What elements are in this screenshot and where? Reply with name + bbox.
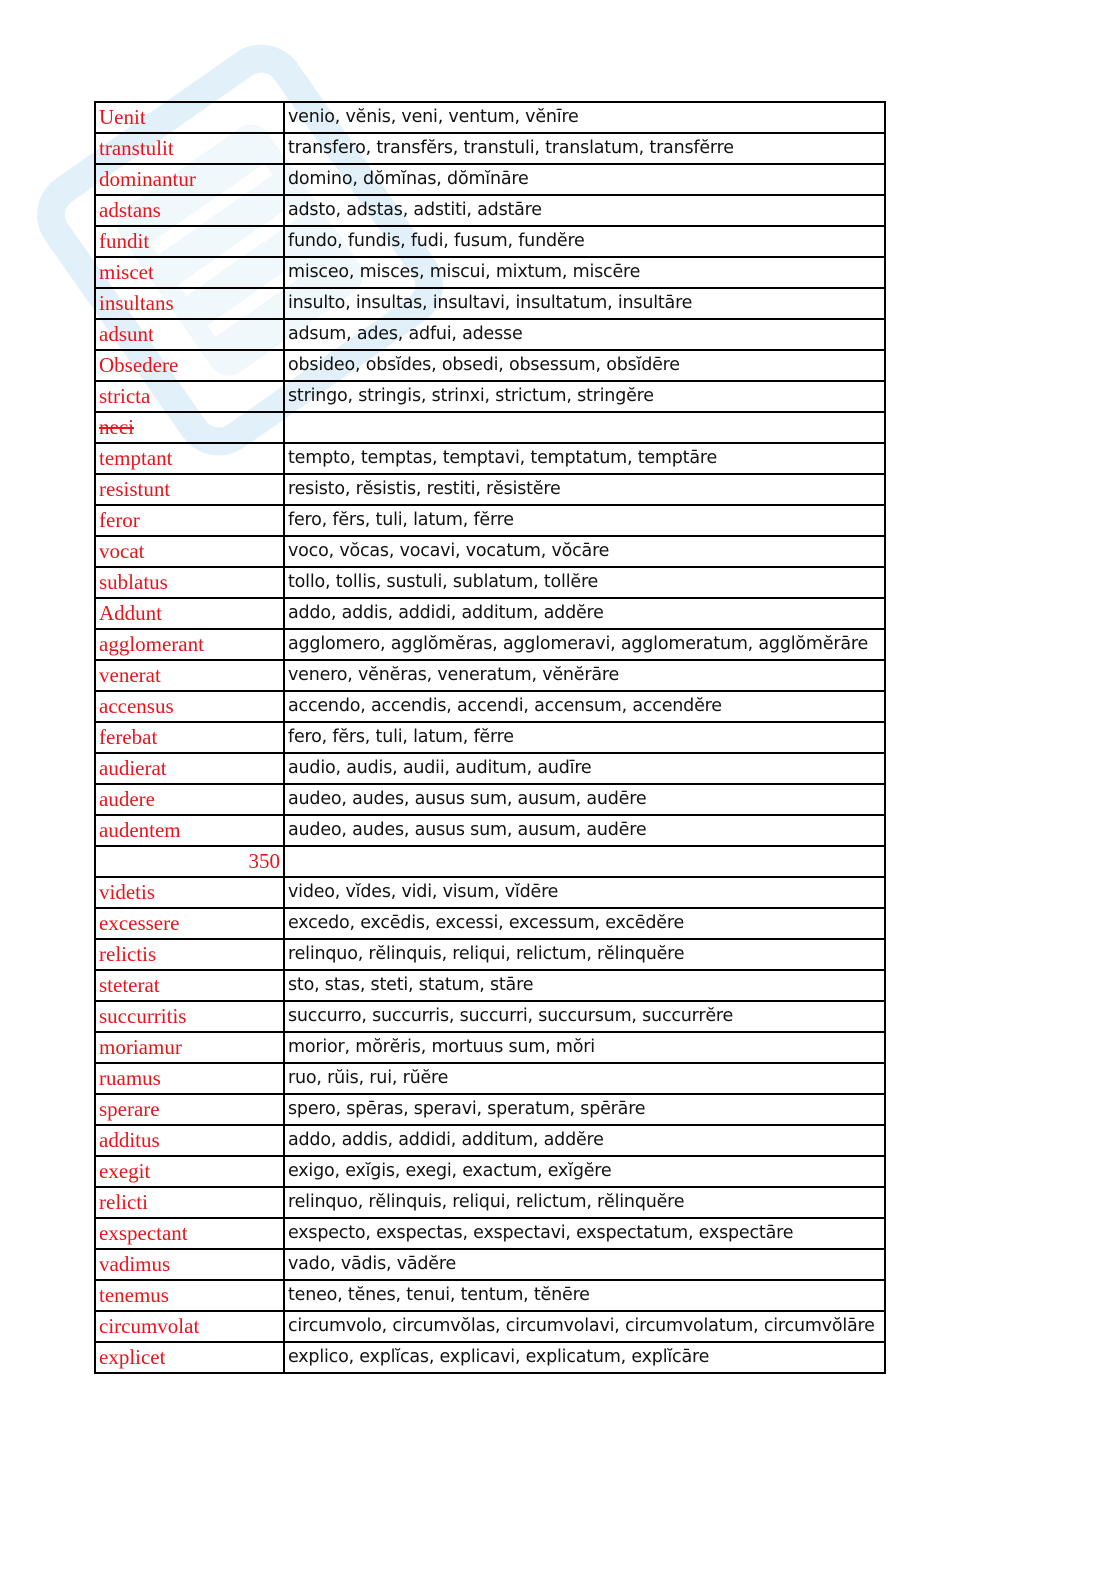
- principal-parts-cell: ruo, rŭis, rui, rŭĕre: [284, 1063, 885, 1094]
- table-row: [95, 877, 885, 908]
- table-row: [95, 536, 885, 567]
- table-row: [95, 164, 885, 195]
- table-row: [95, 195, 885, 226]
- word-form-cell: sublatus: [95, 567, 284, 598]
- principal-parts-cell: exigo, exĭgis, exegi, exactum, exĭgĕre: [284, 1156, 885, 1187]
- word-form-cell: venerat: [95, 660, 284, 691]
- table-row: [95, 381, 885, 412]
- principal-parts-cell: sto, stas, steti, statum, stāre: [284, 970, 885, 1001]
- table-row: [95, 660, 885, 691]
- principal-parts-cell: succurro, succurris, succurri, succursum, succurrĕre: [284, 1001, 885, 1032]
- principal-parts-cell: audeo, audes, ausus sum, ausum, audēre: [284, 815, 885, 846]
- table-row: [95, 505, 885, 536]
- word-form-cell: ruamus: [95, 1063, 284, 1094]
- vocabulary-table-body: [95, 102, 885, 1373]
- principal-parts-cell: vado, vādis, vādĕre: [284, 1249, 885, 1280]
- vocabulary-table: [94, 101, 886, 1374]
- principal-parts-cell: audeo, audes, ausus sum, ausum, audēre: [284, 784, 885, 815]
- word-form-cell: stricta: [95, 381, 284, 412]
- principal-parts-cell: relinquo, rĕlinquis, reliqui, relictum, rĕlinquĕre: [284, 1187, 885, 1218]
- table-row: [95, 846, 885, 877]
- principal-parts-cell: addo, addis, addidi, additum, addĕre: [284, 1125, 885, 1156]
- principal-parts-cell: fero, fĕrs, tuli, latum, fĕrre: [284, 722, 885, 753]
- word-form-cell: steterat: [95, 970, 284, 1001]
- principal-parts-cell: venero, vĕnĕras, veneratum, vĕnĕrāre: [284, 660, 885, 691]
- word-form-cell: additus: [95, 1125, 284, 1156]
- principal-parts-cell: stringo, stringis, strinxi, strictum, stringĕre: [284, 381, 885, 412]
- principal-parts-cell: adsto, adstas, adstiti, adstāre: [284, 195, 885, 226]
- word-form-cell: vadimus: [95, 1249, 284, 1280]
- table-row: [95, 350, 885, 381]
- word-form-cell: agglomerant: [95, 629, 284, 660]
- table-row: [95, 133, 885, 164]
- word-form-cell: resistunt: [95, 474, 284, 505]
- word-form-cell: vocat: [95, 536, 284, 567]
- word-form-cell: succurritis: [95, 1001, 284, 1032]
- principal-parts-cell: circumvolo, circumvŏlas, circumvolavi, circumvolatum, circumvŏlāre: [284, 1311, 885, 1342]
- principal-parts-cell: morior, mŏrĕris, mortuus sum, mŏri: [284, 1032, 885, 1063]
- principal-parts-cell: venio, vĕnis, veni, ventum, vĕnīre: [284, 102, 885, 133]
- word-form-cell: moriamur: [95, 1032, 284, 1063]
- word-form-cell: accensus: [95, 691, 284, 722]
- table-row: [95, 1001, 885, 1032]
- principal-parts-cell: spero, spēras, speravi, speratum, spērāre: [284, 1094, 885, 1125]
- principal-parts-cell: teneo, tĕnes, tenui, tentum, tĕnēre: [284, 1280, 885, 1311]
- principal-parts-cell: relinquo, rĕlinquis, reliqui, relictum, rĕlinquĕre: [284, 939, 885, 970]
- word-form-cell: dominantur: [95, 164, 284, 195]
- word-form-cell: audierat: [95, 753, 284, 784]
- table-row: [95, 1156, 885, 1187]
- word-form-cell: ferebat: [95, 722, 284, 753]
- table-row: [95, 784, 885, 815]
- word-form-cell: Obsedere: [95, 350, 284, 381]
- word-form-cell: sperare: [95, 1094, 284, 1125]
- word-form-cell: audentem: [95, 815, 284, 846]
- word-form-cell: tenemus: [95, 1280, 284, 1311]
- word-form-cell: circumvolat: [95, 1311, 284, 1342]
- word-form-cell: excessere: [95, 908, 284, 939]
- word-form-cell: Addunt: [95, 598, 284, 629]
- principal-parts-cell: video, vĭdes, vidi, visum, vĭdēre: [284, 877, 885, 908]
- principal-parts-cell: [284, 846, 885, 877]
- principal-parts-cell: [284, 412, 885, 443]
- word-form-cell: transtulit: [95, 133, 284, 164]
- table-row: [95, 288, 885, 319]
- principal-parts-cell: voco, vŏcas, vocavi, vocatum, vŏcāre: [284, 536, 885, 567]
- principal-parts-cell: adsum, ades, adfui, adesse: [284, 319, 885, 350]
- principal-parts-cell: insulto, insultas, insultavi, insultatum, insultāre: [284, 288, 885, 319]
- principal-parts-cell: accendo, accendis, accendi, accensum, accendĕre: [284, 691, 885, 722]
- principal-parts-cell: fero, fĕrs, tuli, latum, fĕrre: [284, 505, 885, 536]
- principal-parts-cell: resisto, rĕsistis, restiti, rĕsistĕre: [284, 474, 885, 505]
- principal-parts-cell: explico, explĭcas, explicavi, explicatum, explĭcāre: [284, 1342, 885, 1373]
- word-form-cell: adsunt: [95, 319, 284, 350]
- principal-parts-cell: addo, addis, addidi, additum, addĕre: [284, 598, 885, 629]
- principal-parts-cell: transfero, transfĕrs, transtuli, translatum, transfĕrre: [284, 133, 885, 164]
- table-row: [95, 257, 885, 288]
- table-row: [95, 939, 885, 970]
- word-form-cell: videtis: [95, 877, 284, 908]
- table-row: [95, 753, 885, 784]
- table-row: [95, 1218, 885, 1249]
- principal-parts-cell: exspecto, exspectas, exspectavi, exspectatum, exspectāre: [284, 1218, 885, 1249]
- word-form-cell: exegit: [95, 1156, 284, 1187]
- table-row: [95, 1063, 885, 1094]
- word-form-cell: feror: [95, 505, 284, 536]
- verse-number-cell: 350: [95, 846, 284, 877]
- word-form-cell: insultans: [95, 288, 284, 319]
- principal-parts-cell: obsideo, obsĭdes, obsedi, obsessum, obsĭdēre: [284, 350, 885, 381]
- principal-parts-cell: tempto, temptas, temptavi, temptatum, temptāre: [284, 443, 885, 474]
- word-form-cell: fundit: [95, 226, 284, 257]
- table-row: [95, 567, 885, 598]
- word-form-cell: adstans: [95, 195, 284, 226]
- table-row: [95, 970, 885, 1001]
- table-row: [95, 1187, 885, 1218]
- table-row: [95, 598, 885, 629]
- table-row: [95, 908, 885, 939]
- table-row: [95, 629, 885, 660]
- principal-parts-cell: audio, audis, audii, auditum, audīre: [284, 753, 885, 784]
- word-form-cell: explicet: [95, 1342, 284, 1373]
- table-row: [95, 1125, 885, 1156]
- table-row: [95, 722, 885, 753]
- principal-parts-cell: tollo, tollis, sustuli, sublatum, tollĕre: [284, 567, 885, 598]
- principal-parts-cell: fundo, fundis, fudi, fusum, fundĕre: [284, 226, 885, 257]
- principal-parts-cell: excedo, excēdis, excessi, excessum, excēdĕre: [284, 908, 885, 939]
- table-row: [95, 1094, 885, 1125]
- table-row: [95, 1280, 885, 1311]
- table-row: [95, 102, 885, 133]
- word-form-cell: audere: [95, 784, 284, 815]
- word-form-cell: miscet: [95, 257, 284, 288]
- table-row: [95, 1032, 885, 1063]
- table-row: [95, 815, 885, 846]
- table-row: [95, 1249, 885, 1280]
- word-form-cell: neci: [95, 412, 284, 443]
- table-row: [95, 691, 885, 722]
- word-form-cell: Uenit: [95, 102, 284, 133]
- table-row: [95, 319, 885, 350]
- principal-parts-cell: misceo, misces, miscui, mixtum, miscēre: [284, 257, 885, 288]
- table-row: [95, 1342, 885, 1373]
- word-form-cell: exspectant: [95, 1218, 284, 1249]
- word-form-cell: temptant: [95, 443, 284, 474]
- table-row: [95, 226, 885, 257]
- word-form-cell: relicti: [95, 1187, 284, 1218]
- table-row: [95, 474, 885, 505]
- table-row: [95, 1311, 885, 1342]
- principal-parts-cell: agglomero, agglŏmĕras, agglomeravi, agglomeratum, agglŏmĕrāre: [284, 629, 885, 660]
- table-row: [95, 412, 885, 443]
- principal-parts-cell: domino, dŏmĭnas, dŏmĭnāre: [284, 164, 885, 195]
- table-row: [95, 443, 885, 474]
- word-form-cell: relictis: [95, 939, 284, 970]
